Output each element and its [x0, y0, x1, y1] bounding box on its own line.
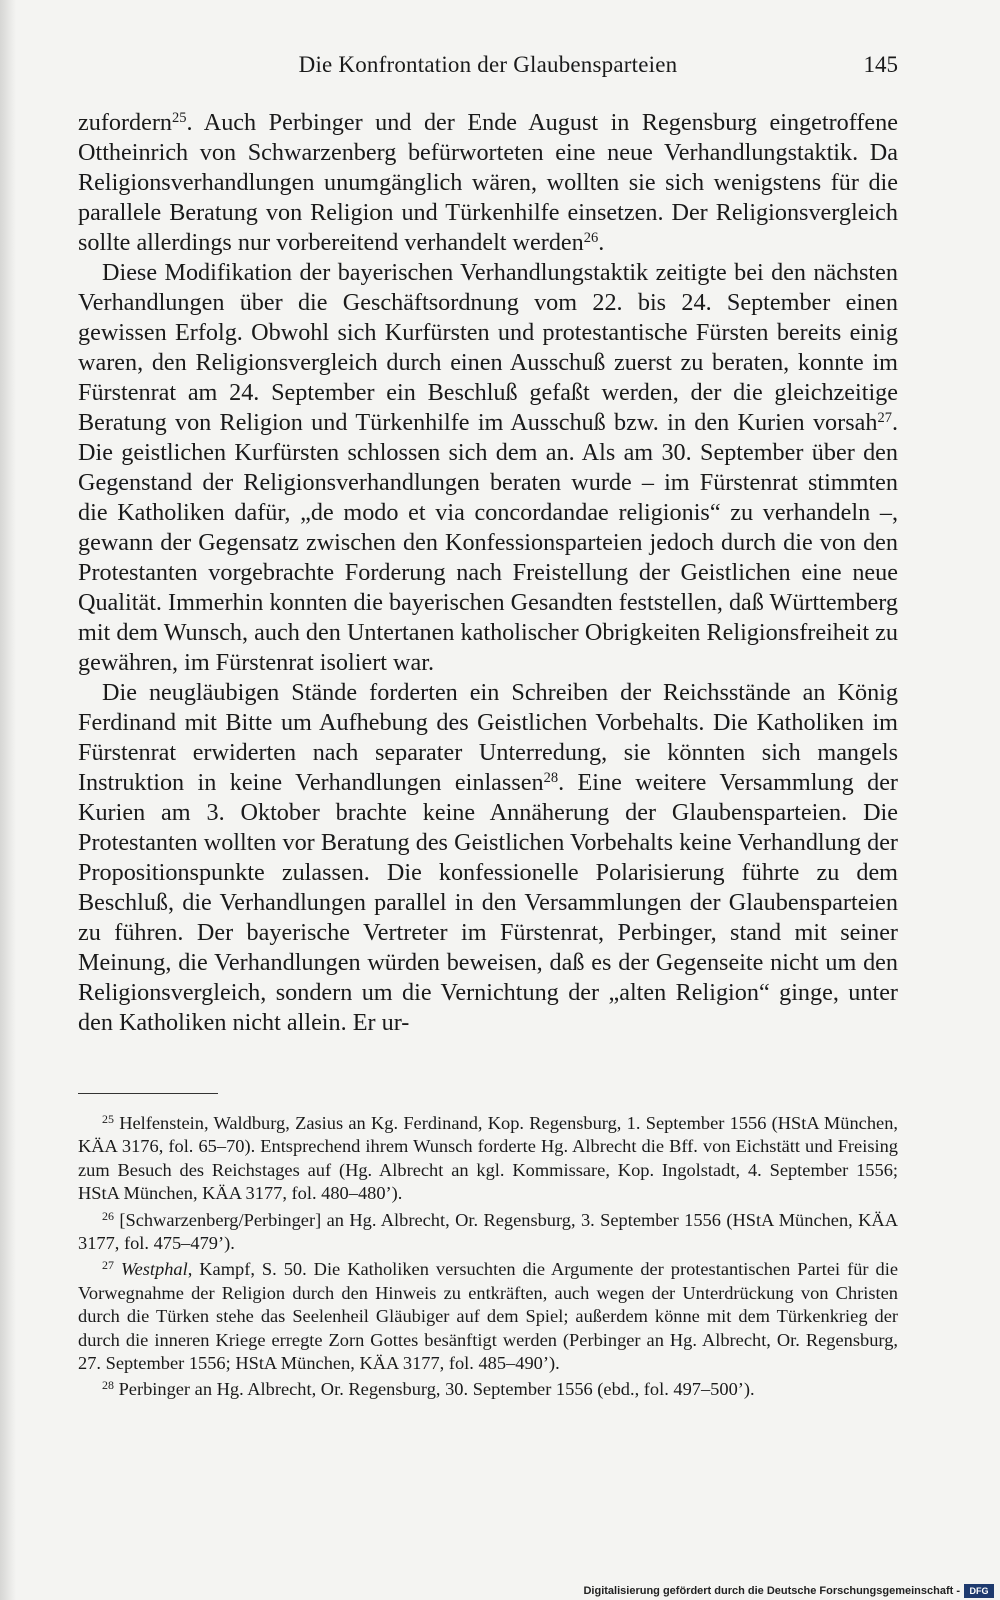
- footnote-text: [Schwarzenberg/Perbinger] an Hg. Albrecht, Or. Regensburg, 3. September 1556 (HStA München, KÄA 3177, fol. 475–479’).: [78, 1209, 898, 1254]
- footnote-number: 26: [102, 1208, 114, 1223]
- paragraph-1-text-a: zufordern: [78, 109, 173, 136]
- paragraph-2-text-b: . Die geistlichen Kurfürsten schlossen sich dem an. Als am 30. September über den Gegenstand der Religionsverhandlungen beraten wurde – im Fürstenrat stimmten die Katholiken dafür, „de modo et via concordandae religionis“ zu verhandeln –, gewann der Gegensatz zwischen den Konfessionsparteien jedoch durch die von den Protestanten vorgebrachte Forderung nach Freistellung der Geistlichen eine neue Qualität. Immerhin konnten die bayerischen Gesandten feststellen, daß Württemberg mit dem Wunsch, auch den Untertanen katholischer Obrigkeiten Religionsfreiheit zu gewähren, im Fürstenrat isoliert war.: [78, 409, 898, 676]
- paragraph-3-text-a: Die neugläubigen Stände forderten ein Schreiben der Reichsstände an König Ferdinand mit Bitte um Aufhebung des Geistlichen Vorbehalts. Die Katholiken im Fürstenrat erwiderten nach separater Unterredung, sie könnten sich mangels Instruktion in keine Verhandlungen einlassen: [78, 679, 898, 796]
- footnote-26: [78, 1209, 898, 1256]
- page-header: [78, 52, 898, 82]
- paragraph-2: [78, 258, 898, 678]
- footnote-28: [78, 1378, 898, 1401]
- footnote-text: Helfenstein, Waldburg, Zasius an Kg. Ferdinand, Kop. Regensburg, 1. September 1556 (HStA München, KÄA 3176, fol. 65–70). Entsprechend ihrem Wunsch forderte Hg. Albrecht die Bff. von Eichstätt und Freising zum Besuch des Reichstages auf (Hg. Albrecht an kgl. Kommissare, Kop. Ingolstadt, 4. September 1556; HStA München, KÄA 3177, fol. 480–480’).: [78, 1113, 898, 1204]
- footnote-number: 25: [102, 1112, 114, 1127]
- paragraph-3-text-b: . Eine weitere Versammlung der Kurien am 3. Oktober brachte keine Annäherung der Glaubensparteien. Die Protestanten wollten vor Beratung des Geistlichen Vorbehalts keine Verhandlung der Propositionspunkte zulassen. Die konfessionelle Polarisierung führte zu dem Beschluß, die Verhandlungen parallel in den Versammlungen der Glaubensparteien zu führen. Der bayerische Vertreter im Fürstenrat, Perbinger, stand mit seiner Meinung, die Verhandlungen würden beweisen, daß es der Gegenseite nicht um den Religionsvergleich, sondern um die Vernichtung der „alten Religion“ ginge, unter den Katholiken nicht allein. Er ur-: [78, 769, 898, 1036]
- paragraph-2-text-a: Diese Modifikation der bayerischen Verhandlungstaktik zeitigte bei den nächsten Verhandlungen über die Geschäftsordnung vom 22. bis 24. September einen gewissen Erfolg. Obwohl sich Kurfürsten und protestantische Fürsten bereits einig waren, den Religionsvergleich durch einen Ausschuß zuerst zu beraten, konnte im Fürstenrat am 24. September ein Beschluß gefaßt werden, der die gleichzeitige Beratung von Religion und Türkenhilfe im Ausschuß bzw. in den Kurien vorsah: [78, 259, 898, 436]
- paragraph-1: [78, 108, 898, 258]
- dfg-logo[interactable]: DFG: [964, 1584, 994, 1598]
- page-number: 145: [863, 52, 898, 77]
- digitization-credit: [583, 1584, 994, 1598]
- paragraph-1-text-b: . Auch Perbinger und der Ende August in Regensburg eingetroffene Ottheinrich von Schwarzenberg befürworteten eine neue Verhandlungstaktik. Da Religionsverhandlungen unumgänglich wären, wollten sie sich wenigstens für die parallele Beratung von Religion und Türkenhilfe einsetzen. Der Religionsvergleich sollte allerdings nur vorbereitend verhandelt werden: [78, 109, 898, 256]
- main-text: [78, 108, 898, 1038]
- footnote-ref-25[interactable]: 25: [172, 110, 187, 127]
- footnote-text: , Kampf, S. 50. Die Katholiken versuchten die Argumente der protestantischen Partei für die Vorwegnahme der Religion durch den Hinweis zu entkräften, auch wegen der Unterdrückung von Christen durch die Türken stehe das Seelenheil Gläubiger auf dem Spiel; außerdem könne mit dem Türkenkrieg der durch die inneren Kriege erregte Zorn Gottes besänftigt werden (Perbinger an Hg. Albrecht, Or. Regensburg, 27. September 1556; HStA München, KÄA 3177, fol. 485–490’).: [78, 1259, 898, 1374]
- footnote-number: 27: [102, 1258, 114, 1273]
- running-title: Die Konfrontation der Glaubensparteien: [298, 52, 678, 77]
- footnote-27: [78, 1258, 898, 1375]
- footnote-ref-27[interactable]: 27: [877, 410, 892, 427]
- paragraph-1-text-c: .: [598, 229, 605, 256]
- page-gutter-shadow: [0, 0, 16, 1600]
- footnotes: [78, 1112, 898, 1405]
- footnote-text: Perbinger an Hg. Albrecht, Or. Regensburg, 30. September 1556 (ebd., fol. 497–500’).: [118, 1379, 755, 1400]
- paragraph-3: [78, 678, 898, 1038]
- footnote-25: [78, 1112, 898, 1206]
- credit-text: Digitalisierung gefördert durch die Deutsche Forschungsgemeinschaft -: [583, 1585, 960, 1597]
- footnote-separator: [78, 1093, 218, 1094]
- footnote-number: 28: [102, 1378, 114, 1393]
- footnote-ref-26[interactable]: 26: [583, 230, 599, 247]
- footnote-author: Westphal: [120, 1259, 188, 1280]
- footnote-ref-28[interactable]: 28: [543, 770, 559, 787]
